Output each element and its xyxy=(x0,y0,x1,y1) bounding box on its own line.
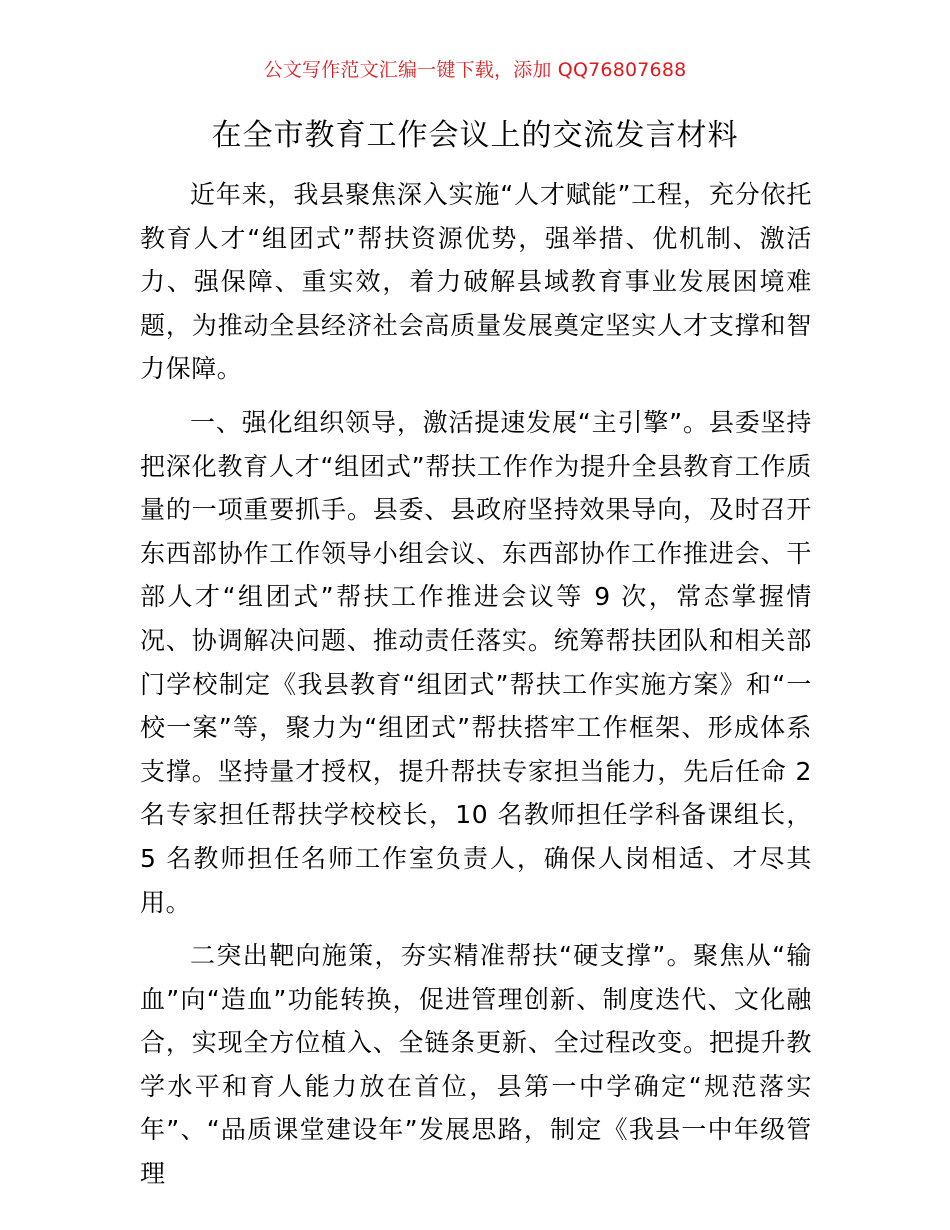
download-promo-header: 公文写作范文汇编一键下载，添加 QQ76807688 xyxy=(263,59,687,81)
document-body xyxy=(140,173,812,1206)
paragraph-section-1: 一、强化组织领导，激活提速发展“主引擎”。县委坚持把深化教育人才“组团式”帮扶工作作为提升全县教育工作质量的一项重要抓手。县委、县政府坚持效果导向，及时召开东西部协作工作领导小组会议、东西部协作工作推进会、干部人才“组团式”帮扶工作推进会议等 9 次，常态掌握情况、协调解决问题、推动责任落实。统筹帮扶团队和相关部门学校制定《我县教育“组团式”帮扶工作实施方案》和“一校一案”等，聚力为“组团式”帮扶搭牢工作框架、形成体系支撑。坚持量才授权，提升帮扶专家担当能力，先后任命 2 名专家担任帮扶学校校长，10 名教师担任学科备课组长，5 名教师担任名师工作室负责人，确保人岗相适、才尽其用。 xyxy=(140,407,812,917)
document-title: 在全市教育工作会议上的交流发言材料 xyxy=(211,118,739,153)
paragraph-section-2: 二突出靶向施策，夯实精准帮扶“硬支撑”。聚焦从“输血”向“造血”功能转换，促进管理创新、制度迭代、文化融合，实现全方位植入、全链条更新、全过程改变。把提升教学水平和育人能力放在首位，县第一中学确定“规范落实年”、“品质课堂建设年”发展思路，制定《我县一中年级管理 xyxy=(140,941,812,1189)
paragraph-intro: 近年来，我县聚焦深入实施“人才赋能”工程，充分依托教育人才“组团式”帮扶资源优势，强举措、优机制、激活力、强保障、重实效，着力破解县域教育事业发展困境难题，为推动全县经济社会高质量发展奠定坚实人才支撑和智力保障。 xyxy=(140,180,812,384)
